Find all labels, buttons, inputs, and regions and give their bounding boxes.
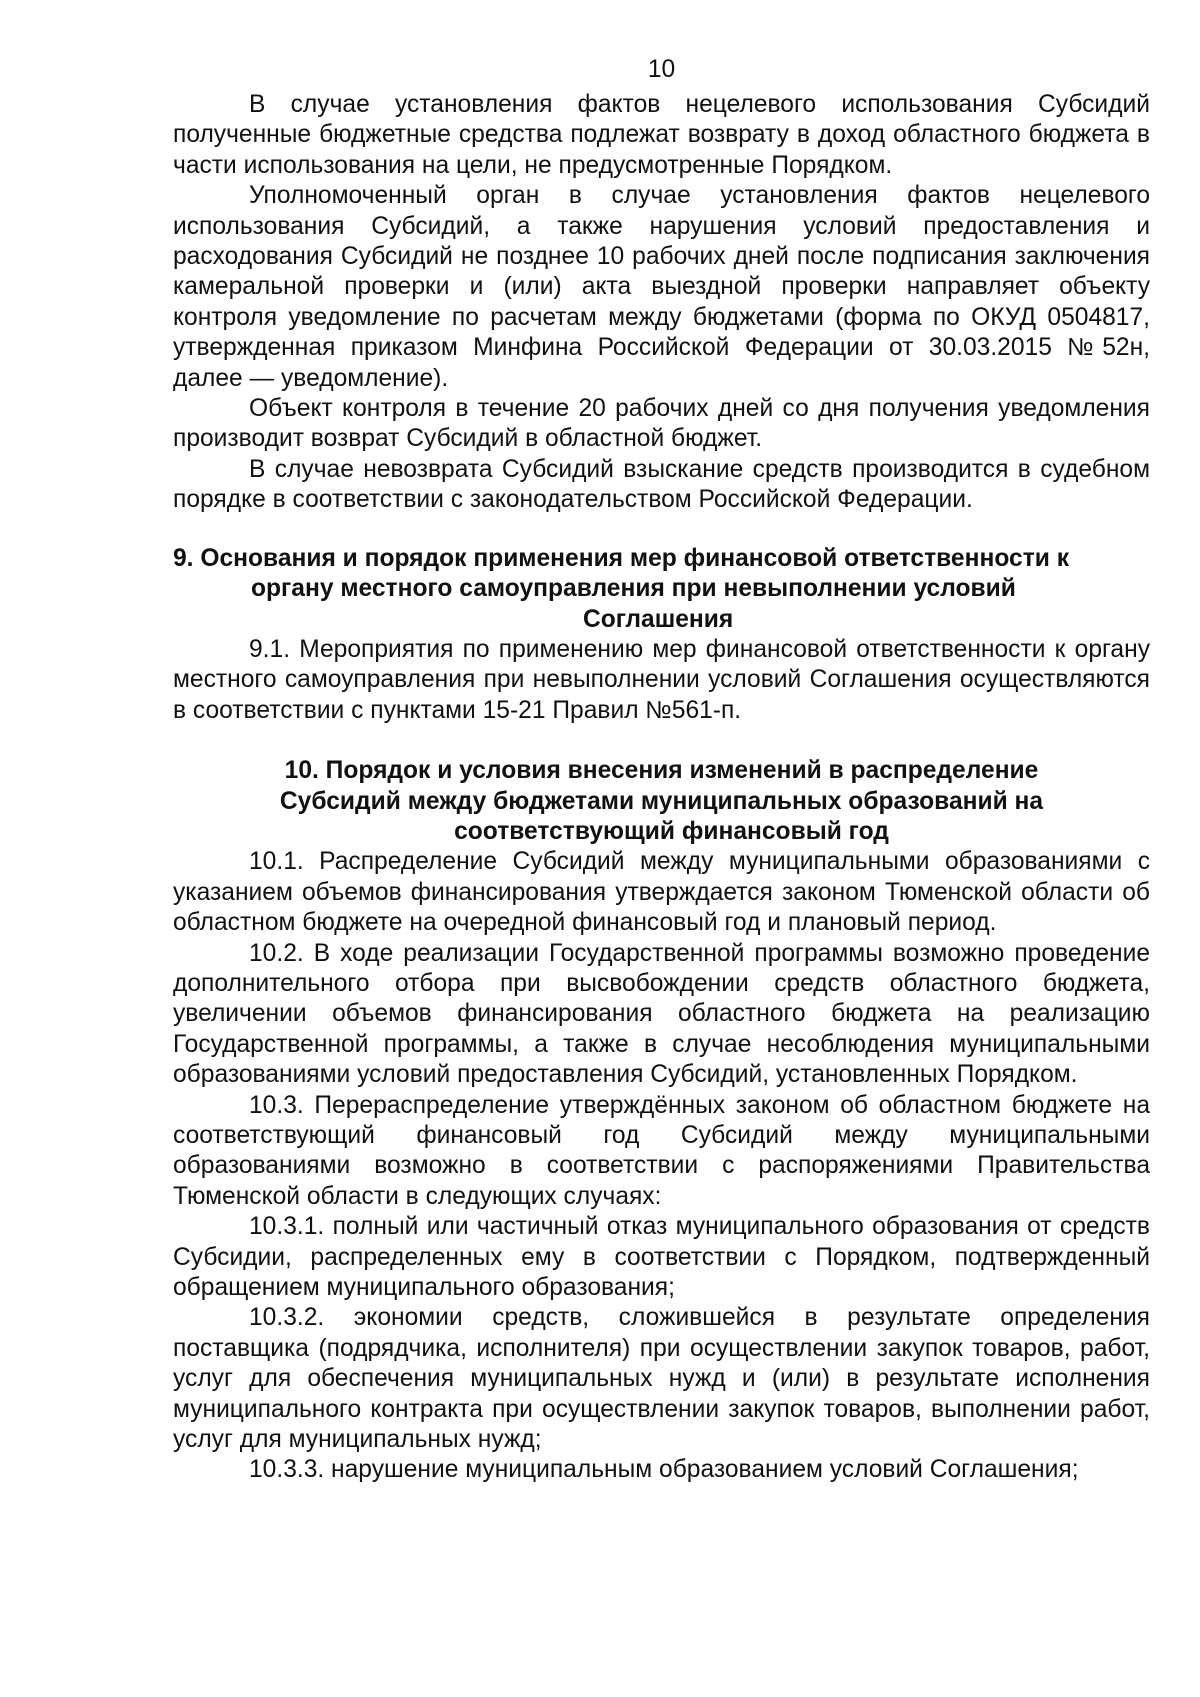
paragraph-10-2: 10.2. В ходе реализации Государственной программы возможно проведение дополнительного отбора при высвобождении средств областного бюджета, увеличении объемов финансирования областного бюджета на реализацию Государственной программы, а также в случае несоблюдения муниципальными образованиями условий предоставления Субсидий, установленных Порядком. xyxy=(173,939,1150,1089)
paragraph: В случае установления фактов нецелевого использования Субсидий полученные бюджетные средства подлежат возврату в доход областного бюджета в части использования на цели, не предусмотренные Порядком. xyxy=(173,91,1150,179)
page-number: 10 xyxy=(647,56,676,83)
paragraph-10-3-2: 10.3.2. экономии средств, сложившейся в результате определения поставщика (подрядчика, исполнителя) при осуществлении закупок товаров, работ, услуг для обеспечения муниципальных нужд и (или) в результате исполнения муниципального контракта при осуществлении закупок товаров, выполнении работ, услуг для муниципальных нужд; xyxy=(173,1304,1150,1454)
paragraph-10-3: 10.3. Перераспределение утверждённых законом об областном бюджете на соответствующий финансовый год Субсидий между муниципальными образованиями возможно в соответствии с распоряжениями Правительства Тюменской области в следующих случаях: xyxy=(173,1091,1150,1210)
heading-line: Соглашения xyxy=(583,605,734,633)
document-page xyxy=(173,54,1150,1486)
heading-line: органу местного самоуправления при невыполнении условий xyxy=(251,575,1016,603)
paragraph-9-1: 9.1. Мероприятия по применению мер финансовой ответственности к органу местного самоуправления при невыполнении условий Соглашения осуществляются в соответствии с пунктами 15-21 Правил №561-п. xyxy=(173,635,1150,724)
paragraph: Объект контроля в течение 20 рабочих дней со дня получения уведомления производит возврат Субсидий в областной бюджет. xyxy=(173,395,1150,453)
section-9-heading xyxy=(173,544,1150,635)
heading-line: Субсидий между бюджетами муниципальных образований на xyxy=(279,787,1044,815)
paragraph: В случае невозврата Субсидий взыскание средств производится в судебном порядке в соответствии с законодательством Российской Федерации. xyxy=(173,455,1150,514)
section-10-heading xyxy=(173,756,1150,847)
paragraph-10-3-3: 10.3.3. нарушение муниципальным образованием условий Соглашения; xyxy=(249,1456,1079,1484)
paragraph-10-3-1: 10.3.1. полный или частичный отказ муниципального образования от средств Субсидии, распределенных ему в соответствии с Порядком, подтвержденный обращением муниципального образования; xyxy=(173,1213,1150,1302)
heading-line: соответствующий финансовый год xyxy=(454,817,889,845)
heading-line: 10. Порядок и условия внесения изменений в распределение xyxy=(284,757,1039,785)
paragraph-10-1: 10.1. Распределение Субсидий между муниципальными образованиями с указанием объемов финансирования утверждается законом Тюменской области об областном бюджете на очередной финансовый год и плановый период. xyxy=(173,848,1150,937)
paragraph: Уполномоченный орган в случае установления фактов нецелевого использования Субсидий, а также нарушения условий предоставления и расходования Субсидий не позднее 10 рабочих дней после подписания заключения камеральной проверки и (или) акта выездной проверки направляет объекту контроля уведомление по расчетам между бюджетами (форма по ОКУД 0504817, утвержденная приказом Минфина Российской Федерации от 30.03.2015 №52н, далее — уведомление). xyxy=(173,182,1150,392)
heading-line: 9. Основания и порядок применения мер финансовой ответственности к xyxy=(173,544,1070,572)
